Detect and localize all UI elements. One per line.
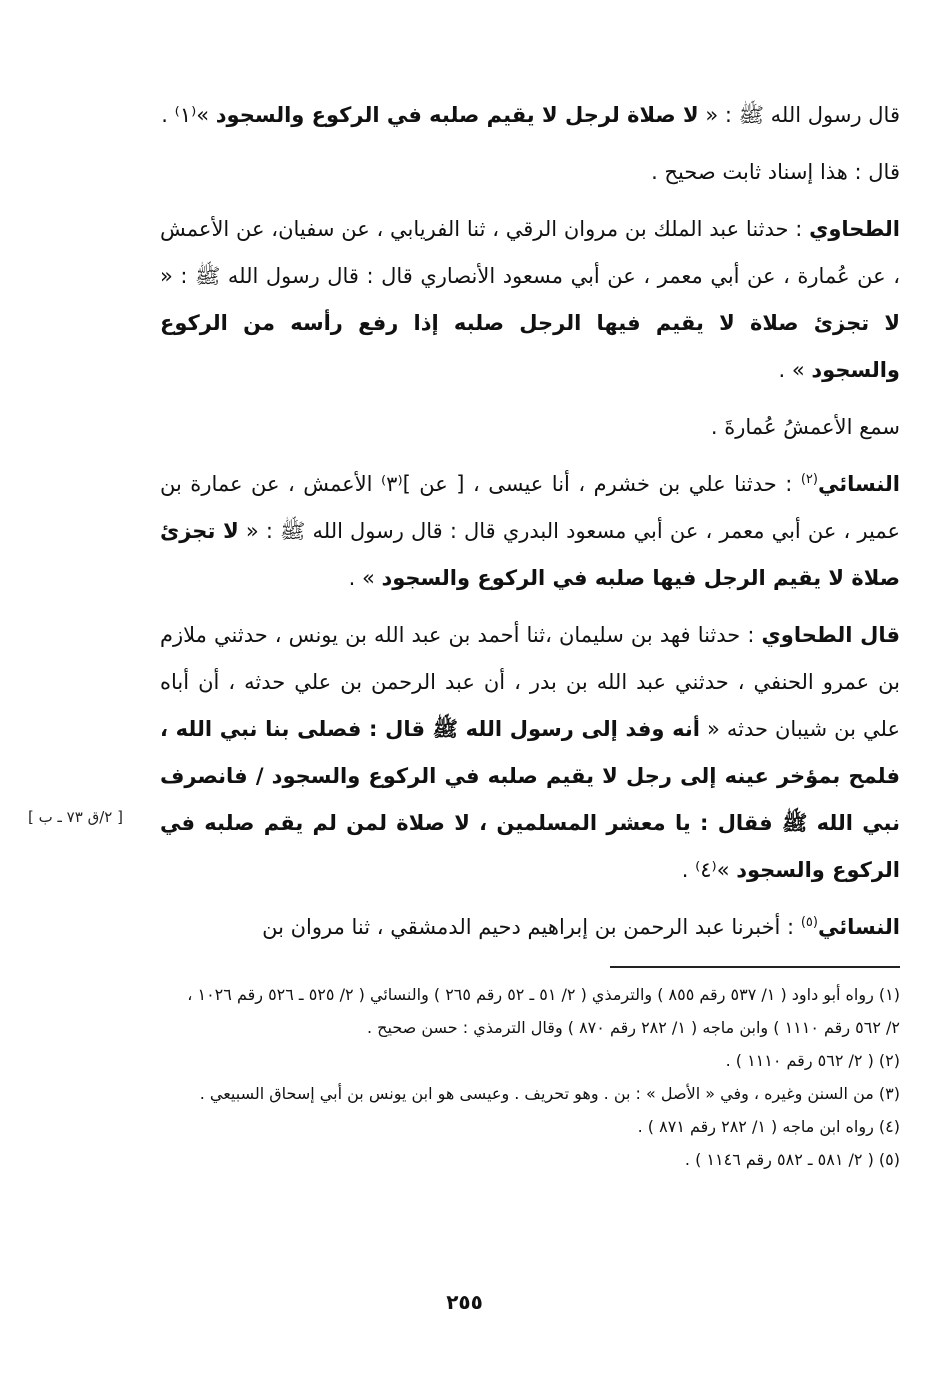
paragraph-lead: النسائي	[817, 472, 900, 496]
hadith-text: لا تجزئ صلاة لا يقيم فيها الرجل صلبه إذا رفع رأسه من الركوع والسجود	[160, 311, 900, 382]
footnote-marker: (٥)	[800, 915, 818, 930]
paragraph-text: سمع الأعمشُ عُمارةَ .	[710, 415, 900, 439]
hadith-text: أنه وفد إلى رسول الله ﷺ قال : فصلى بنا نبي الله ، فلمح بمؤخر عينه إلى رجل لا يقيم صلبه في الركوع والسجود / فانصرف نبي الله ﷺ فقال : يا معشر المسلمين ، لا صلاة لمن لم يقم صلبه في الركوع والسجود	[160, 717, 900, 882]
hadith-text: لا صلاة لرجل لا يقيم صلبه في الركوع والسجود	[215, 103, 699, 127]
manuscript-folio-reference: [ ٢/ق ٧٣ ـ ب ]	[28, 808, 123, 826]
paragraph-tail: » .	[778, 358, 812, 382]
footnote: (١) رواه أبو داود ( ١/ ٥٣٧ رقم ٨٥٥ ) والترمذي ( ٢/ ٥١ ـ ٥٢ رقم ٢٦٥ ) والنسائي ( ٢/ ٥٢٥ ـ ٥٢٦ رقم ١٠٢٦ ، ٢/ ٥٦٢ رقم ١١١٠ ) وابن ماجه ( ١/ ٢٨٢ رقم ٨٧٠ ) وقال الترمذي : حسن صحيح .	[187, 985, 900, 1037]
paragraph-text: قال : هذا إسناد ثابت صحيح .	[651, 160, 900, 184]
paragraph-lead: الطحاوي	[809, 217, 900, 241]
paragraph-tail: »⁽١⁾ .	[161, 103, 216, 127]
footnote: (٤) رواه ابن ماجه ( ١/ ٢٨٢ رقم ٨٧١ ) .	[637, 1117, 900, 1136]
paragraph-lead: قال الطحاوي	[761, 623, 900, 647]
paragraph	[160, 461, 900, 602]
paragraph-text: قال رسول الله ﷺ : «	[698, 103, 900, 127]
paragraph-text: : حدثنا فهد بن سليمان ،ثنا أحمد بن عبد الله بن يونس ، حدثني ملازم بن عمرو الحنفي ، حدثني عبد الله بن بدر ، أن عبد الرحمن بن علي حدثه ، أن أباه علي بن شيبان حدثه «	[160, 623, 900, 741]
footnote-marker: (٢)	[800, 472, 818, 487]
footnote-divider	[610, 966, 900, 968]
paragraph-lead: النسائي	[817, 915, 900, 939]
hadith-text: لا تجزئ صلاة لا يقيم الرجل فيها صلبه في الركوع والسجود	[160, 519, 900, 590]
footnote: (٥) ( ٢/ ٥٨١ ـ ٥٨٢ رقم ١١٤٦ ) .	[684, 1150, 900, 1169]
paragraph-text: : حدثنا علي بن خشرم ، أنا عيسى ، [ عن ]⁽٣⁾ الأعمش ، عن عمارة بن عمير ، عن أبي معمر ، عن أبي مسعود البدري قال : قال رسول الله ﷺ : «	[160, 472, 901, 543]
paragraph	[160, 404, 900, 451]
paragraph	[160, 904, 900, 951]
footnote: (٣) من السنن وغيره ، وفي « الأصل » : بن . وهو تحريف . وعيسى هو ابن يونس بن أبي إسحاق السبيعي .	[199, 1084, 900, 1103]
paragraph-text: : حدثنا عبد الملك بن مروان الرقي ، ثنا الفريابي ، عن سفيان، عن الأعمش ، عن عُمارة ، عن أبي معمر ، عن أبي مسعود الأنصاري قال : قال رسول الله ﷺ : «	[160, 217, 900, 288]
footnotes	[170, 978, 900, 1176]
paragraph	[160, 149, 900, 196]
paragraph-tail: » .	[348, 566, 382, 590]
footnote: (٢) ( ٢/ ٥٦٢ رقم ١١١٠ ) .	[725, 1051, 900, 1070]
paragraph-text: : أخبرنا عبد الرحمن بن إبراهيم دحيم الدمشقي ، ثنا مروان بن	[262, 915, 801, 939]
paragraph	[160, 206, 900, 394]
page-number: ٢٥٥	[446, 1290, 483, 1314]
paragraph	[160, 92, 900, 139]
paragraph	[160, 612, 900, 894]
paragraph-tail: »⁽٤⁾ .	[681, 858, 737, 882]
main-text	[160, 92, 900, 961]
